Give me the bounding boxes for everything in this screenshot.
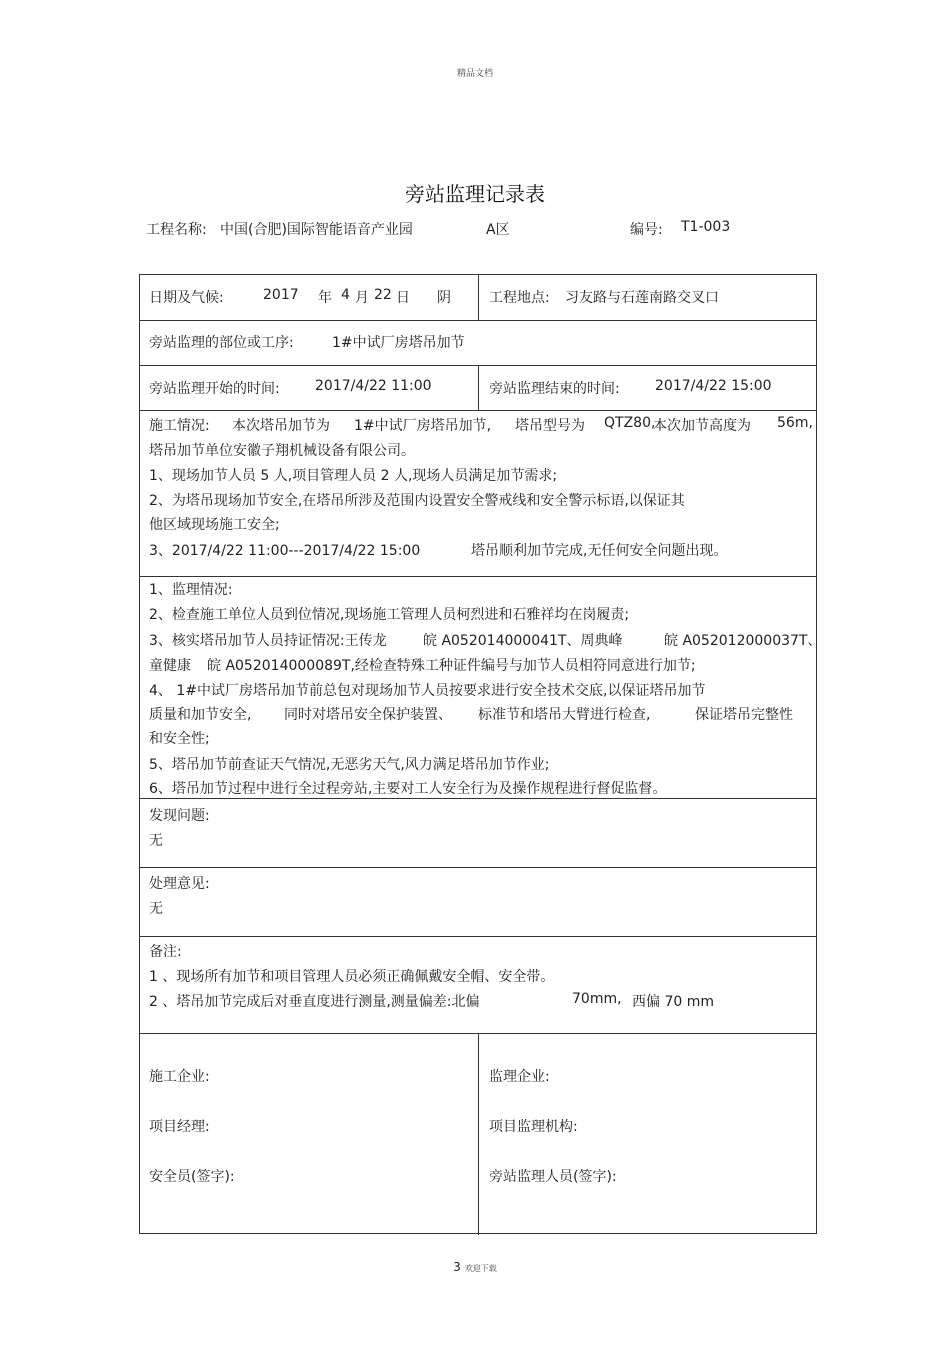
supervision-item: 4、 1#中试厂房塔吊加节前总包对现场加节人员按要求进行安全技术交底,以保证塔吊加节 [149, 683, 706, 699]
column-divider [478, 275, 479, 320]
start-time-value: 2017/4/22 11:00 [315, 378, 432, 394]
row-divider [140, 936, 816, 937]
part-label: 旁站监理的部位或工序: [149, 335, 294, 351]
certificate-entry: 皖 A052014000089T,经检查特殊工种证件编号与加节人员相符同意进行加节; [207, 658, 696, 674]
end-time-value: 2017/4/22 15:00 [655, 378, 772, 394]
page-header-label: 精品文档 [456, 69, 493, 79]
project-manager-label: 项目经理: [149, 1119, 210, 1135]
handling-value: 无 [149, 901, 163, 917]
construction-item: 1、现场加节人员 5 人,项目管理人员 2 人,现场人员满足加节需求; [149, 468, 558, 484]
project-name-value: 中国(合肥)国际智能语音产业园 [220, 222, 413, 238]
location-label: 工程地点: [489, 290, 550, 306]
supervision-item: 质量和加节安全, [149, 707, 252, 723]
construction-item: 他区域现场施工安全; [149, 517, 280, 533]
record-table [139, 274, 822, 1234]
construction-item: 塔吊顺利加节完成,无任何安全问题出现。 [471, 543, 728, 559]
row-divider [140, 867, 816, 868]
date-year-unit: 年 [318, 290, 332, 306]
record-number-label: 编号: [630, 222, 663, 238]
date-month: 4 [341, 287, 350, 303]
supervision-org-label: 项目监理机构: [489, 1119, 578, 1135]
supervision-item: 和安全性; [149, 731, 210, 747]
project-zone: A区 [486, 222, 510, 238]
column-divider [478, 1033, 479, 1235]
supervisor-signature-label: 旁站监理人员(签字): [489, 1169, 617, 1185]
document-title: 旁站监理记录表 [405, 182, 545, 206]
supervision-item: 3、核实塔吊加节人员持证情况:王传龙 [149, 633, 387, 649]
row-divider [140, 576, 816, 577]
date-weather-label: 日期及气候: [149, 290, 224, 306]
construction-text: 1#中试厂房塔吊加节, [354, 418, 492, 434]
page-footer [0, 1260, 950, 1274]
issues-value: 无 [149, 833, 163, 849]
column-divider [478, 365, 479, 410]
supervision-item: 标准节和塔吊大臂进行检查, [478, 707, 651, 723]
construction-text: 塔吊加节单位安徽子翔机械设备有限公司。 [149, 443, 415, 459]
date-day-unit: 日 [396, 290, 410, 306]
start-time-label: 旁站监理开始的时间: [149, 381, 280, 397]
page-number: 3 [453, 1260, 461, 1274]
construction-text: 本次塔吊加节为 [232, 418, 330, 434]
footer-text: 欢迎下载 [464, 1264, 497, 1273]
row-divider [140, 320, 816, 321]
date-month-unit: 月 [355, 290, 369, 306]
worker-name: 童健康 [149, 658, 191, 674]
remarks-label: 备注: [149, 944, 182, 960]
supervision-item: 6、塔吊加节过程中进行全过程旁站,主要对工人安全行为及操作规程进行督促监督。 [149, 781, 667, 797]
date-day: 22 [374, 287, 392, 303]
crane-model: QTZ80, [604, 415, 656, 431]
row-divider [140, 410, 816, 411]
construction-item: 3、2017/4/22 11:00---2017/4/22 15:00 [149, 543, 421, 559]
supervision-item: 2、检查施工单位人员到位情况,现场施工管理人员柯烈进和石雅祥均在岗履责; [149, 607, 630, 623]
weather-value: 阴 [437, 290, 451, 306]
added-height: 56m, [777, 415, 813, 431]
location-value: 习友路与石莲南路交叉口 [565, 290, 719, 306]
remarks-item: 2 、塔吊加节完成后对垂直度进行测量,测量偏差:北偏 [149, 994, 480, 1010]
handling-label: 处理意见: [149, 876, 210, 892]
deviation-west: 西偏 70 mm [632, 994, 714, 1010]
project-name-label: 工程名称: [146, 222, 207, 238]
construction-company-label: 施工企业: [149, 1069, 210, 1085]
supervision-label: 1、监理情况: [149, 582, 233, 598]
supervision-item: 5、塔吊加节前查证天气情况,无恶劣天气,风力满足塔吊加节作业; [149, 757, 550, 773]
row-divider [140, 798, 816, 799]
construction-item: 2、为塔吊现场加节安全,在塔吊所涉及范围内设置安全警戒线和安全警示标语,以保证其 [149, 493, 685, 509]
supervision-item: 保证塔吊完整性 [695, 707, 793, 723]
supervision-item: 同时对塔吊安全保护装置、 [284, 707, 452, 723]
end-time-label: 旁站监理结束的时间: [489, 381, 620, 397]
safety-officer-label: 安全员(签字): [149, 1169, 235, 1185]
record-number-value: T1-003 [681, 219, 731, 235]
certificate-entry: 皖 A052012000037T、 [664, 633, 822, 649]
part-value: 1#中试厂房塔吊加节 [332, 335, 465, 351]
construction-text: 本次加节高度为 [653, 418, 751, 434]
construction-label: 施工情况: [149, 418, 210, 434]
supervision-company-label: 监理企业: [489, 1069, 550, 1085]
deviation-north: 70mm, [572, 991, 622, 1007]
certificate-entry: 皖 A052014000041T、周典峰 [423, 633, 623, 649]
remarks-item: 1 、现场所有加节和项目管理人员必须正确佩戴安全帽、安全带。 [149, 969, 555, 985]
construction-text: 塔吊型号为 [515, 418, 585, 434]
date-year: 2017 [263, 287, 299, 303]
issues-label: 发现问题: [149, 808, 210, 824]
